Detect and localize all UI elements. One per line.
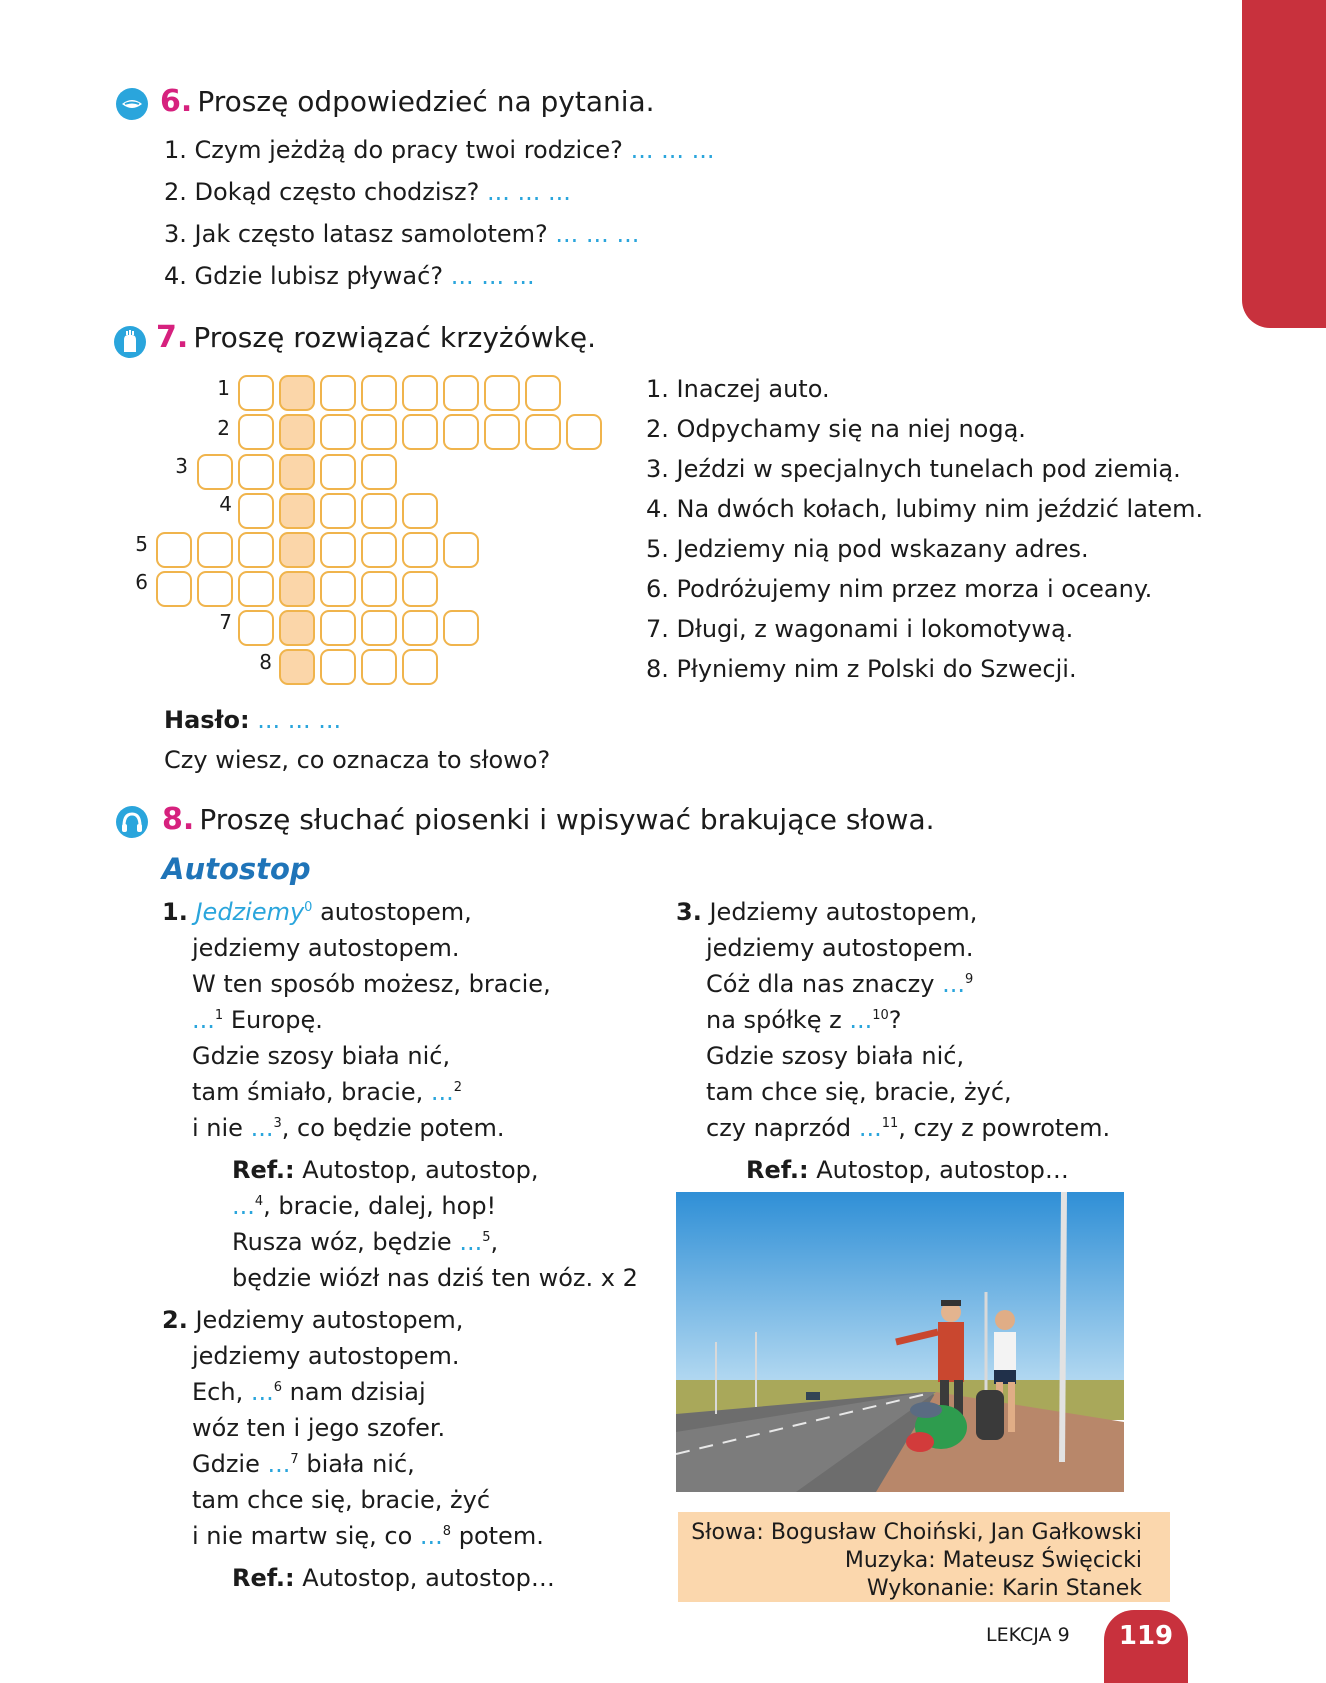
lyric-text: , co będzie potem. — [281, 1114, 505, 1142]
crossword-password-cell[interactable] — [279, 532, 315, 568]
crossword-cell[interactable] — [320, 532, 356, 568]
hitchhikers-photo — [676, 1192, 1124, 1492]
crossword-row-number: 7 — [219, 610, 232, 634]
crossword-cell[interactable] — [566, 414, 602, 450]
crossword-cell[interactable] — [238, 610, 274, 646]
page-number: 119 — [1104, 1610, 1188, 1683]
exercise-6-number: 6. — [160, 84, 193, 119]
clue-6: 6. Podróżujemy nim przez morza i oceany. — [646, 575, 1153, 603]
lyric-text: i nie — [192, 1114, 243, 1142]
crossword-cell[interactable] — [525, 414, 561, 450]
crossword-cell[interactable] — [484, 414, 520, 450]
verse-2-line-7 — [192, 1522, 544, 1550]
verse-1-line-3: W ten sposób możesz, bracie, — [192, 970, 551, 998]
lyric-blank[interactable]: ... — [942, 970, 965, 998]
answer-blank[interactable]: ... ... ... — [450, 262, 535, 290]
credits-music: Muzyka: Mateusz Święcicki — [844, 1548, 1142, 1573]
lyric-text: Europę. — [230, 1006, 323, 1034]
exercise-8-title: Proszę słuchać piosenki i wpisywać brakujące słowa. — [199, 803, 935, 836]
question-text: 2. Dokąd często chodzisz? — [164, 178, 480, 206]
song-credits — [678, 1512, 1170, 1602]
blank-index: 0 — [304, 900, 313, 915]
crossword-cell[interactable] — [238, 493, 274, 529]
crossword-cell[interactable] — [197, 454, 233, 490]
crossword-cell[interactable] — [156, 532, 192, 568]
lyric-text: , bracie, dalej, hop! — [263, 1192, 497, 1220]
crossword-cell[interactable] — [156, 571, 192, 607]
crossword-password-cell[interactable] — [279, 454, 315, 490]
question-3 — [164, 220, 639, 248]
blank-index: 6 — [273, 1380, 283, 1395]
lesson-label: LEKCJA 9 — [986, 1624, 1070, 1646]
password-blank[interactable]: ... ... ... — [257, 706, 342, 734]
lyric-text: Cóż dla nas znaczy — [706, 970, 935, 998]
lyric-text: autostopem, — [320, 898, 472, 926]
exercise-7-title: Proszę rozwiązać krzyżówkę. — [193, 321, 596, 354]
verse-2-line-3 — [192, 1378, 426, 1406]
verse-3-line-7 — [706, 1114, 1110, 1142]
blank-index: 2 — [453, 1080, 463, 1095]
answer-blank[interactable]: ... ... ... — [487, 178, 571, 206]
crossword-row-number: 1 — [217, 376, 230, 400]
blank-index: 10 — [872, 1008, 889, 1023]
lyric-text: Rusza wóz, będzie — [232, 1228, 452, 1256]
blank-index: 3 — [273, 1116, 282, 1131]
lyric-text: , — [490, 1228, 499, 1256]
crossword-cell[interactable] — [484, 375, 520, 411]
crossword-password-cell[interactable] — [279, 571, 315, 607]
verse-2-line-2: jedziemy autostopem. — [192, 1342, 460, 1370]
lyric-text: , czy z powrotem. — [898, 1114, 1111, 1142]
exercise-7-heading — [156, 320, 596, 355]
crossword-cell[interactable] — [238, 532, 274, 568]
lyric-text: potem. — [458, 1522, 544, 1550]
lyric-text: Gdzie — [192, 1450, 260, 1478]
crossword-cell[interactable] — [361, 493, 397, 529]
lyric-blank[interactable]: ... — [419, 1522, 443, 1550]
verse-3-line-1 — [676, 898, 977, 926]
lyric-text: Autostop, autostop… — [302, 1564, 555, 1592]
verse-3-line-6: tam chce się, bracie, żyć, — [706, 1078, 1012, 1106]
exercise-8-number: 8. — [162, 802, 195, 837]
lyric-text: czy naprzód — [706, 1114, 852, 1142]
example-word: Jedziemy — [195, 898, 305, 926]
crossword-cell[interactable] — [238, 571, 274, 607]
lyric-text: ? — [888, 1006, 902, 1034]
crossword-cell[interactable] — [443, 532, 479, 568]
crossword-cell[interactable] — [443, 610, 479, 646]
crossword-cell[interactable] — [361, 571, 397, 607]
crossword-cell[interactable] — [361, 610, 397, 646]
verse-2-refrain — [232, 1564, 555, 1592]
crossword-cell[interactable] — [402, 375, 438, 411]
crossword-cell[interactable] — [238, 414, 274, 450]
crossword-row-number: 2 — [217, 416, 230, 440]
crossword-cell[interactable] — [320, 375, 356, 411]
verse-3-line-3 — [706, 970, 973, 998]
lyric-text: Autostop, autostop, — [302, 1156, 539, 1184]
verse-1-line-4 — [192, 1006, 323, 1034]
blank-index: 9 — [965, 972, 974, 987]
lyric-text: biała nić, — [306, 1450, 415, 1478]
clue-4: 4. Na dwóch kołach, lubimy nim jeździć latem. — [646, 495, 1204, 523]
question-text: 4. Gdzie lubisz pływać? — [164, 262, 444, 290]
blank-index: 11 — [881, 1116, 899, 1131]
credits-lyrics: Słowa: Bogusław Choiński, Jan Gałkowski — [691, 1520, 1142, 1545]
crossword-cell[interactable] — [361, 649, 397, 685]
crossword-cell[interactable] — [320, 571, 356, 607]
lyric-text: Autostop, autostop… — [816, 1156, 1069, 1184]
crossword-password-cell[interactable] — [279, 414, 315, 450]
clue-2: 2. Odpychamy się na niej nogą. — [646, 415, 1026, 443]
clue-8: 8. Płyniemy nim z Polski do Szwecji. — [646, 655, 1077, 683]
crossword-cell[interactable] — [320, 493, 356, 529]
question-1 — [164, 136, 714, 164]
password-line — [164, 706, 341, 734]
headphones-icon — [116, 806, 148, 838]
exercise-7-number: 7. — [156, 320, 189, 355]
refrain-label: Ref.: — [746, 1156, 809, 1184]
lyric-blank[interactable]: ... — [459, 1228, 483, 1256]
lyric-text: Ech, — [192, 1378, 244, 1406]
lyric-blank[interactable]: ... — [858, 1114, 882, 1142]
clue-5: 5. Jedziemy nią pod wskazany adres. — [646, 535, 1089, 563]
verse-1-line-2: jedziemy autostopem. — [192, 934, 460, 962]
question-text: 1. Czym jeżdżą do pracy twoi rodzice? — [164, 136, 623, 164]
blank-index: 1 — [214, 1008, 224, 1023]
crossword-cell[interactable] — [320, 610, 356, 646]
crossword-cell[interactable] — [402, 649, 438, 685]
crossword-cell[interactable] — [238, 454, 274, 490]
lyric-text: i nie martw się, co — [192, 1522, 413, 1550]
blank-index: 7 — [290, 1452, 299, 1467]
blank-index: 5 — [482, 1230, 491, 1245]
clue-1: 1. Inaczej auto. — [646, 375, 830, 403]
verse-3-line-2: jedziemy autostopem. — [706, 934, 974, 962]
lyric-blank[interactable]: ... — [192, 1006, 215, 1034]
verse-3-line-4 — [706, 1006, 902, 1034]
lyric-text: na spółkę z — [706, 1006, 842, 1034]
exercise-6-title: Proszę odpowiedzieć na pytania. — [197, 85, 655, 118]
verse-1-line-6 — [192, 1078, 462, 1106]
crossword-cell[interactable] — [402, 493, 438, 529]
refrain-label: Ref.: — [232, 1156, 295, 1184]
verse-3-refrain — [746, 1156, 1069, 1184]
lyric-blank[interactable]: ... — [250, 1378, 274, 1406]
exercise-8-heading — [162, 802, 935, 837]
verse-number: 3. — [676, 898, 702, 926]
blank-index: 4 — [254, 1194, 264, 1209]
crossword-row-number: 4 — [219, 492, 232, 516]
crossword-password-cell[interactable] — [279, 375, 315, 411]
question-2 — [164, 178, 571, 206]
crossword-password-cell[interactable] — [279, 493, 315, 529]
refrain-line-2 — [232, 1192, 496, 1220]
chapter-tab — [1242, 0, 1326, 328]
speaking-mouth-icon — [116, 88, 148, 120]
verse-1-line-1 — [162, 898, 472, 926]
crossword-cell[interactable] — [525, 375, 561, 411]
crossword-cell[interactable] — [402, 532, 438, 568]
crossword-cell[interactable] — [238, 375, 274, 411]
lyric-text: nam dzisiaj — [289, 1378, 426, 1406]
crossword-row-number: 6 — [135, 570, 148, 594]
refrain-line-1 — [232, 1156, 539, 1184]
answer-blank[interactable]: ... ... ... — [555, 220, 640, 248]
crossword-cell[interactable] — [361, 532, 397, 568]
crossword-password-cell[interactable] — [279, 610, 315, 646]
verse-1-line-5: Gdzie szosy biała nić, — [192, 1042, 451, 1070]
crossword-cell[interactable] — [320, 649, 356, 685]
password-question: Czy wiesz, co oznacza to słowo? — [164, 746, 551, 774]
exercise-6-heading — [160, 84, 655, 119]
password-label: Hasło: — [164, 706, 250, 734]
lyric-blank[interactable]: ... — [267, 1450, 291, 1478]
clue-3: 3. Jeździ w specjalnych tunelach pod ziemią. — [646, 455, 1181, 483]
lyric-blank[interactable]: ... — [232, 1192, 255, 1220]
writing-hand-icon — [114, 326, 146, 358]
verse-2-line-1 — [162, 1306, 463, 1334]
lyric-text: tam śmiało, bracie, — [192, 1078, 424, 1106]
crossword-password-cell[interactable] — [279, 649, 315, 685]
verse-3-line-5: Gdzie szosy biała nić, — [706, 1042, 965, 1070]
verse-2-line-4: wóz ten i jego szofer. — [192, 1414, 446, 1442]
crossword-cell[interactable] — [443, 414, 479, 450]
crossword-cell[interactable] — [361, 375, 397, 411]
crossword-row-number: 3 — [175, 454, 188, 478]
verse-2-line-5 — [192, 1450, 415, 1478]
crossword-cell[interactable] — [197, 571, 233, 607]
lyric-blank[interactable]: ... — [430, 1078, 454, 1106]
crossword-cell[interactable] — [320, 454, 356, 490]
verse-number: 1. — [162, 898, 188, 926]
song-title: Autostop — [162, 852, 311, 886]
credits-performer: Wykonanie: Karin Stanek — [866, 1576, 1142, 1601]
verse-1-line-7 — [192, 1114, 505, 1142]
crossword-row-number: 8 — [259, 650, 272, 674]
question-text: 3. Jak często latasz samolotem? — [164, 220, 548, 248]
refrain-line-3 — [232, 1228, 498, 1256]
lyric-blank[interactable]: ... — [849, 1006, 873, 1034]
crossword-cell[interactable] — [402, 414, 438, 450]
crossword-cell[interactable] — [402, 571, 438, 607]
crossword-cell[interactable] — [443, 375, 479, 411]
verse-2-line-6: tam chce się, bracie, żyć — [192, 1486, 491, 1514]
crossword-row-number: 5 — [135, 532, 148, 556]
lyric-text: Jedziemy autostopem, — [709, 898, 978, 926]
crossword-cell[interactable] — [361, 414, 397, 450]
crossword-cell[interactable] — [361, 454, 397, 490]
crossword-cell[interactable] — [402, 610, 438, 646]
crossword-cell[interactable] — [320, 414, 356, 450]
lyric-blank[interactable]: ... — [250, 1114, 274, 1142]
blank-index: 8 — [442, 1524, 452, 1539]
verse-number: 2. — [162, 1306, 188, 1334]
refrain-line-4: będzie wiózł nas dziś ten wóz. x 2 — [232, 1264, 638, 1292]
answer-blank[interactable]: ... ... ... — [630, 136, 715, 164]
refrain-label: Ref.: — [232, 1564, 295, 1592]
lyric-text: Jedziemy autostopem, — [195, 1306, 464, 1334]
question-4 — [164, 262, 535, 290]
clue-7: 7. Długi, z wagonami i lokomotywą. — [646, 615, 1074, 643]
crossword-cell[interactable] — [197, 532, 233, 568]
